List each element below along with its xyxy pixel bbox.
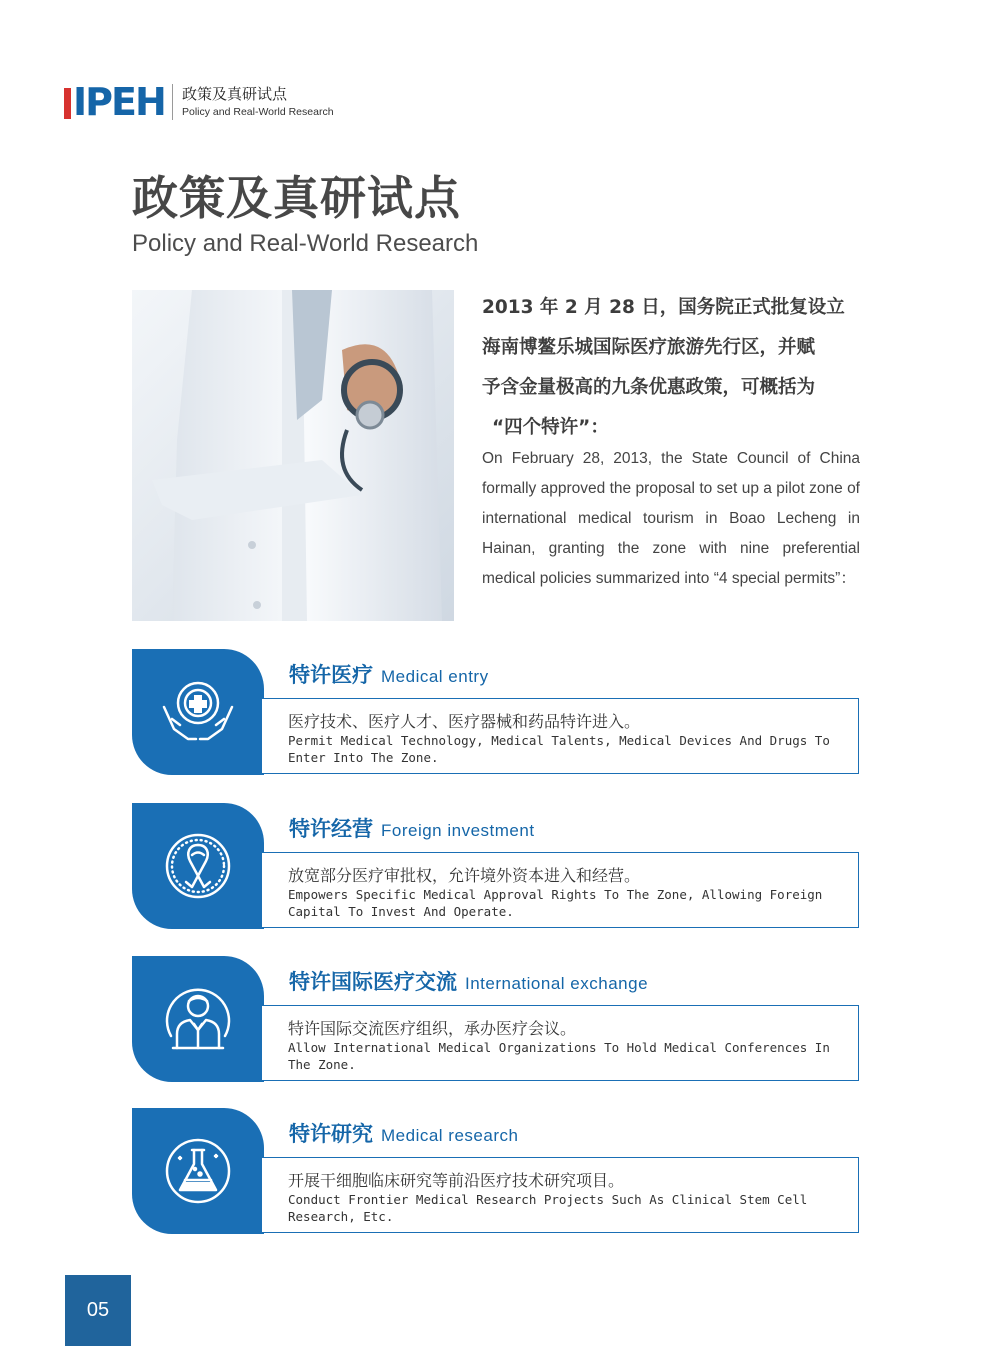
permit-icon-box	[132, 1108, 264, 1234]
permit-title-cn: 特许经营	[289, 817, 373, 841]
permit-foreign-investment	[132, 803, 860, 929]
permit-icon-box	[132, 956, 264, 1082]
intro-cn-line: 2013 年 2 月 28 日，国务院正式批复设立	[482, 297, 845, 318]
permit-content-box	[262, 1157, 859, 1233]
ipeh-logo-mark	[64, 80, 165, 124]
page-title: 政策及真研试点	[132, 171, 461, 225]
medical-hands-icon	[158, 677, 238, 747]
permit-content-box	[262, 852, 859, 928]
permit-desc-en: Conduct Frontier Medical Research Projects Such As Clinical Stem Cell Research, Etc.	[288, 1192, 808, 1224]
intro-cn-line: 海南博鳌乐城国际医疗旅游先行区，并赋	[482, 337, 816, 358]
intro-cn-line: “四个特许”：	[492, 417, 609, 438]
permit-desc-cn: 开展干细胞临床研究等前沿医疗技术研究项目。	[288, 1171, 625, 1190]
intro-chinese	[482, 288, 862, 448]
permit-desc-cn: 医疗技术、医疗人才、医疗器械和药品特许进入。	[288, 712, 641, 731]
flask-icon	[163, 1136, 233, 1206]
permit-title-en: International exchange	[465, 974, 649, 993]
intro-english: On February 28, 2013, the State Council of China formally approved the proposal to set up a pilot zone of international medical tourism in Boao Lecheng in Hainan, granting the zone with nine preferential medical policies summarized into “4 special permits”：	[482, 450, 860, 587]
doctor-icon	[163, 984, 233, 1054]
permit-desc-en: Permit Medical Technology, Medical Talents, Medical Devices And Drugs To Enter Into The Zone.	[288, 733, 830, 765]
permit-desc-cn: 放宽部分医疗审批权，允许境外资本进入和经营。	[288, 866, 641, 885]
logo-letters: IPEH	[73, 80, 165, 124]
permit-title-en: Medical entry	[381, 667, 489, 686]
permit-medical-research	[132, 1108, 860, 1234]
page-subtitle: Policy and Real-World Research	[132, 230, 479, 257]
permit-icon-box	[132, 649, 264, 775]
permit-international-exchange	[132, 956, 860, 1082]
permit-title-cn: 特许医疗	[289, 663, 373, 687]
permit-desc-en: Allow International Medical Organizations To Hold Medical Conferences In The Zone.	[288, 1040, 830, 1072]
header-logo	[64, 80, 334, 124]
logo-title-cn: 政策及真研试点	[182, 85, 288, 103]
permit-title-en: Foreign investment	[381, 821, 535, 840]
permit-desc-en: Empowers Specific Medical Approval Rights To The Zone, Allowing Foreign Capital To Invest And Operate.	[288, 887, 823, 919]
permit-title-cn: 特许国际医疗交流	[289, 970, 457, 994]
logo-title-en: Policy and Real-World Research	[182, 106, 334, 118]
ribbon-icon	[163, 831, 233, 901]
permit-icon-box	[132, 803, 264, 929]
permit-title-en: Medical research	[381, 1126, 519, 1145]
permit-desc-cn: 特许国际交流医疗组织，承办医疗会议。	[288, 1019, 577, 1038]
intro-cn-line: 予含金量极高的九条优惠政策，可概括为	[482, 377, 816, 398]
permit-content-box	[262, 1005, 859, 1081]
permit-medical-entry	[132, 649, 860, 775]
page-number: 05	[65, 1275, 131, 1346]
permit-content-box	[262, 698, 859, 774]
doctor-photo	[132, 290, 454, 621]
permit-title-cn: 特许研究	[289, 1122, 373, 1146]
